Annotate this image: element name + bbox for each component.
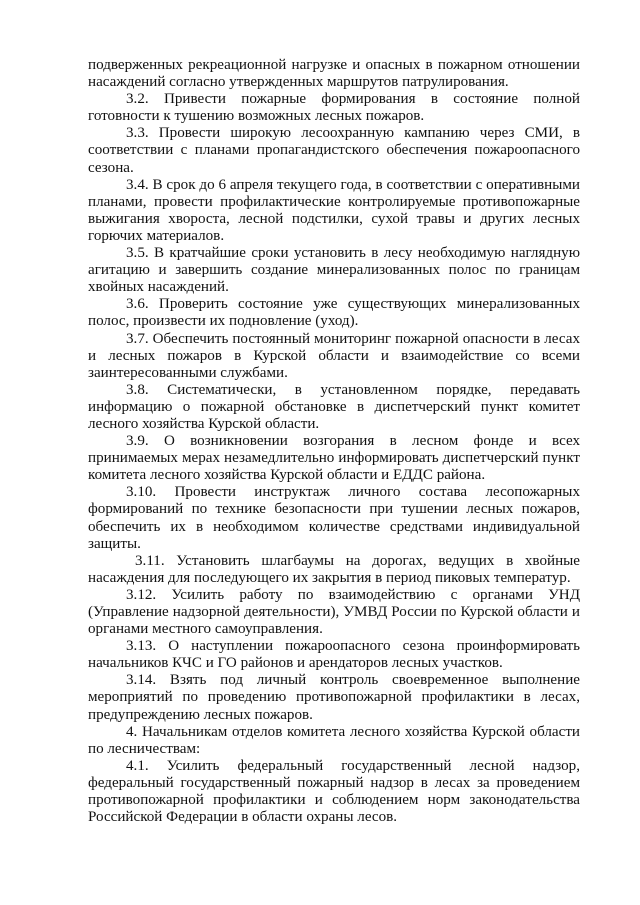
paragraph-3-11: 3.11. Установить шлагбаумы на дорогах, ведущих в хвойные насаждения для последующего их закрытия в период пиковых температур.: [88, 552, 580, 586]
paragraph-3-12: 3.12. Усилить работу по взаимодействию с органами УНД (Управление надзорной деятельности), УМВД России по Курской области и органами местного самоуправления.: [88, 586, 580, 638]
paragraph-3-7: 3.7. Обеспечить постоянный мониторинг пожарной опасности в лесах и лесных пожаров в Курской области и взаимодействие со всеми заинтересованными службами.: [88, 330, 580, 381]
paragraph-3-13: 3.13. О наступлении пожароопасного сезона проинформировать начальников КЧС и ГО районов и арендаторов лесных участков.: [88, 638, 580, 672]
document-page: [88, 57, 580, 826]
paragraph-continuation: подверженных рекреационной нагрузке и опасных в пожарном отношении насаждений согласно утвержденных маршрутов патрулирования.: [88, 57, 580, 91]
paragraph-3-3: 3.3. Провести широкую лесоохранную кампанию через СМИ, в соответствии с планами пропагандистского обеспечения пожароопасного сезона.: [88, 125, 580, 176]
paragraph-4-1: 4.1. Усилить федеральный государственный лесной надзор, федеральный государственный пожарный надзор в лесах за проведением противопожарной профилактики и соблюдением норм законодательства Российской Федерации в области охраны лесов.: [88, 757, 580, 826]
paragraph-4: 4. Начальникам отделов комитета лесного хозяйства Курской области по лесничествам:: [88, 723, 580, 757]
paragraph-3-6: 3.6. Проверить состояние уже существующих минерализованных полос, произвести их подновление (уход).: [88, 296, 580, 330]
paragraph-3-10: 3.10. Провести инструктаж личного состава лесопожарных формирований по технике безопасности при тушении лесных пожаров, обеспечить их в необходимом количестве средствами индивидуальной защиты.: [88, 484, 580, 552]
paragraph-3-8: 3.8. Систематически, в установленном порядке, передавать информацию о пожарной обстановке в диспетчерский пункт комитет лесного хозяйства Курской области.: [88, 381, 580, 432]
paragraph-3-9: 3.9. О возникновении возгорания в лесном фонде и всех принимаемых мерах незамедлительно информировать диспетчерский пункт комитета лесного хозяйства Курской области и ЕДДС района.: [88, 433, 580, 484]
paragraph-3-2: 3.2. Привести пожарные формирования в состояние полной готовности к тушению возможных лесных пожаров.: [88, 91, 580, 125]
paragraph-3-4: 3.4. В срок до 6 апреля текущего года, в соответствии с оперативными планами, провести профилактические контролируемые противопожарные выжигания хвороста, лесной подстилки, сухой травы и других лесных горючих материалов.: [88, 176, 580, 244]
paragraph-3-5: 3.5. В кратчайшие сроки установить в лесу необходимую наглядную агитацию и завершить создание минерализованных полос по границам хвойных насаждений.: [88, 245, 580, 296]
paragraph-3-14: 3.14. Взять под личный контроль своевременное выполнение мероприятий по проведению противопожарной профилактики в лесах, предупреждению лесных пожаров.: [88, 672, 580, 723]
